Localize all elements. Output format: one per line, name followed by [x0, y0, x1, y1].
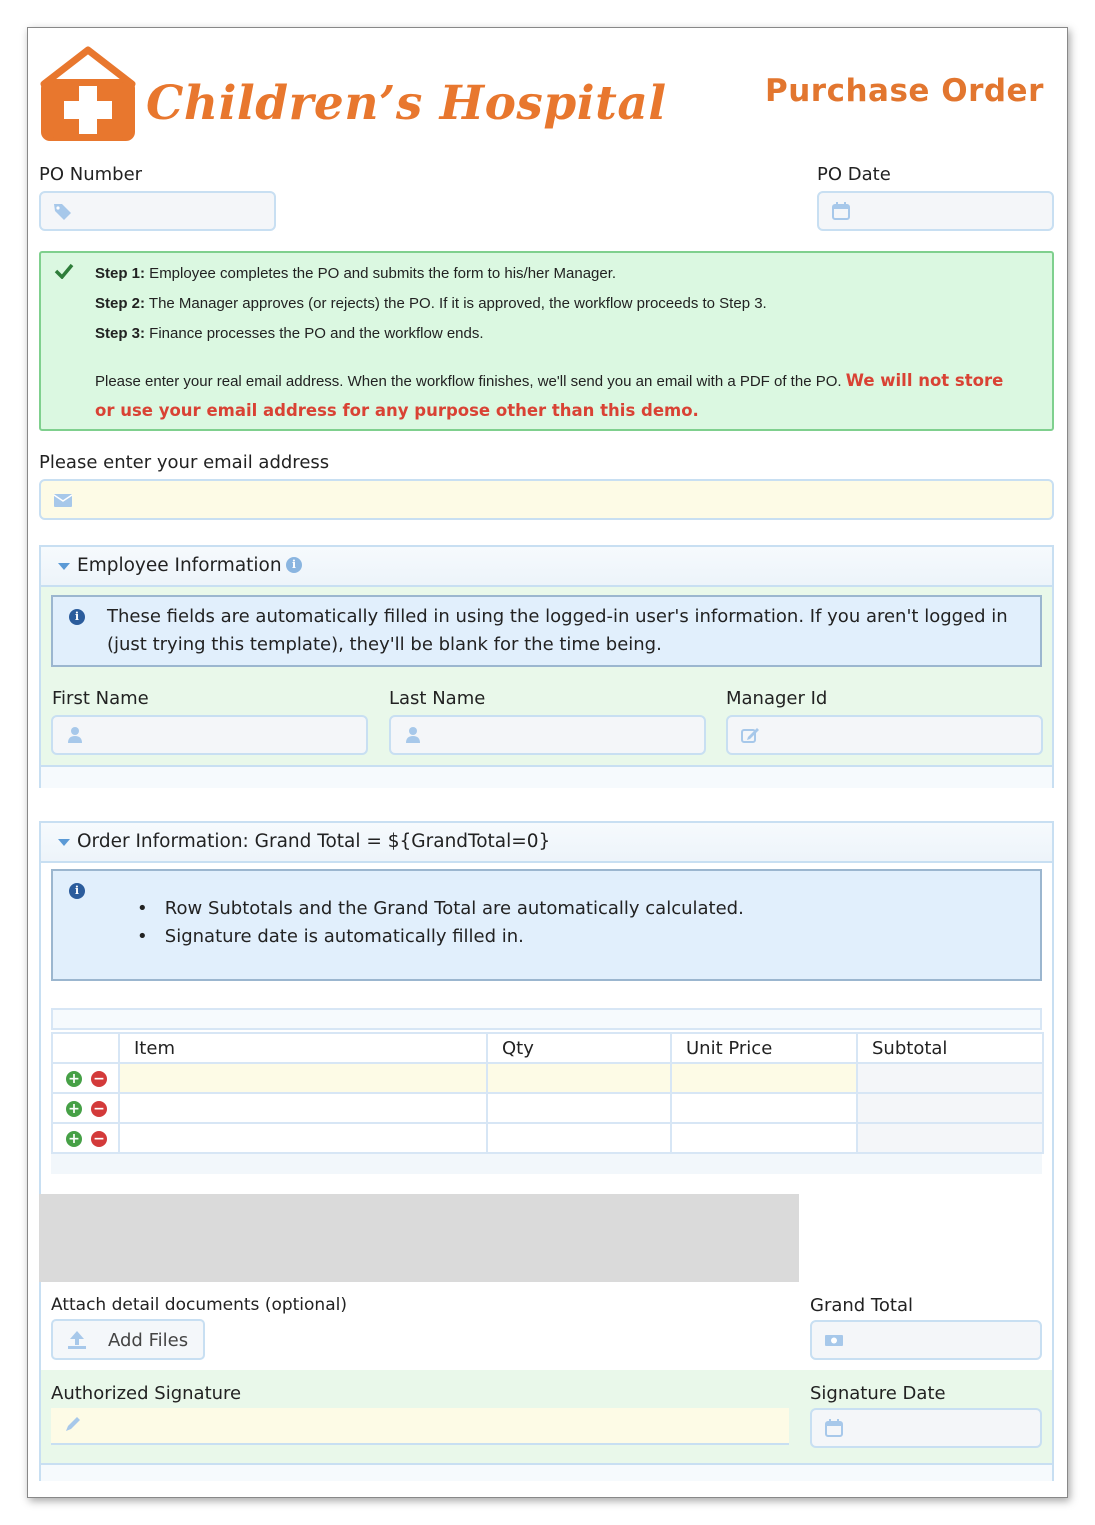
last-name-label: Last Name	[389, 688, 486, 709]
unit-price-cell[interactable]	[671, 1093, 857, 1123]
item-cell[interactable]	[119, 1063, 487, 1093]
caret-down-icon[interactable]	[58, 563, 70, 570]
hospital-name: Children’s Hospital	[146, 76, 667, 131]
order-info-bullet: • Row Subtotals and the Grand Total are automatically calculated.	[137, 898, 744, 919]
checkmark-icon	[54, 263, 74, 283]
edit-icon	[740, 726, 760, 744]
money-icon	[824, 1331, 844, 1349]
info-icon: i	[69, 883, 85, 899]
po-number-label: PO Number	[39, 164, 143, 185]
section-header[interactable]	[41, 823, 1052, 863]
table-header-row	[52, 1033, 1043, 1063]
attach-label: Attach detail documents (optional)	[51, 1295, 347, 1315]
column-header-subtotal: Subtotal	[857, 1033, 1043, 1063]
form-page	[27, 27, 1068, 1498]
privacy-warning: We will not store	[845, 371, 1004, 390]
add-row-icon[interactable]: +	[66, 1101, 82, 1117]
grand-total-label: Grand Total	[810, 1295, 913, 1316]
table-row	[52, 1093, 1043, 1123]
remove-row-icon[interactable]: −	[91, 1131, 107, 1147]
employee-information-section	[39, 545, 1054, 788]
column-header-item: Item	[119, 1033, 487, 1063]
remove-row-icon[interactable]: −	[91, 1101, 107, 1117]
add-files-label: Add Files	[108, 1330, 189, 1351]
subtotal-cell	[857, 1123, 1043, 1153]
manager-id-label: Manager Id	[726, 688, 828, 709]
info-icon[interactable]: i	[286, 557, 302, 573]
po-date-input[interactable]	[817, 191, 1054, 231]
manager-id-input[interactable]	[726, 715, 1043, 755]
first-name-input[interactable]	[51, 715, 368, 755]
po-number-input[interactable]	[39, 191, 276, 231]
unit-price-cell[interactable]	[671, 1063, 857, 1093]
pencil-icon	[63, 1416, 83, 1438]
page-title: Purchase Order	[765, 73, 1044, 109]
remove-row-icon[interactable]: −	[91, 1071, 107, 1087]
order-information-section	[39, 821, 1054, 1481]
section-title: Employee Information	[77, 555, 282, 576]
subtotal-cell	[857, 1063, 1043, 1093]
section-header[interactable]	[41, 547, 1052, 587]
column-header-qty: Qty	[487, 1033, 671, 1063]
grand-total-input	[810, 1320, 1042, 1360]
calendar-icon	[824, 1419, 844, 1437]
info-icon: i	[69, 609, 85, 625]
po-date-label: PO Date	[817, 164, 891, 185]
add-row-icon[interactable]: +	[66, 1131, 82, 1147]
last-name-input[interactable]	[389, 715, 706, 755]
subtotal-cell	[857, 1093, 1043, 1123]
order-info-box	[51, 869, 1042, 981]
column-header-unit-price: Unit Price	[671, 1033, 857, 1063]
user-icon	[403, 726, 423, 744]
authorized-signature-label: Authorized Signature	[51, 1383, 242, 1404]
employee-info-text: These fields are automatically filled in using the logged-in user's information. If you aren't logged in (just trying this template), they'll be blank for the time being.	[107, 606, 1008, 655]
qty-cell[interactable]	[487, 1093, 671, 1123]
workflow-notice: Step 1: Employee completes the PO and submits the form to his/her Manager. Step 2: The Manager approves (or rejects) the PO. If it is approved, the workflow proceeds to Step 3. Step 3: Finance processes the PO and the workflow ends. Please enter your real email address. When the workflow finishes, we'll send you an email with a PDF of the PO. We will not store or use your email address for any purpose other than this demo.	[39, 251, 1054, 431]
order-info-bullet: • Signature date is automatically filled in.	[137, 926, 524, 947]
authorized-signature-input[interactable]	[51, 1408, 789, 1445]
qty-cell[interactable]	[487, 1123, 671, 1153]
order-items-table	[51, 1032, 1044, 1154]
hospital-logo-icon	[38, 44, 138, 142]
first-name-label: First Name	[52, 688, 149, 709]
section-title: Order Information: Grand Total = ${GrandTotal=0}	[77, 831, 551, 852]
add-row-icon[interactable]: +	[66, 1071, 82, 1087]
email-label: Please enter your email address	[39, 452, 330, 473]
unit-price-cell[interactable]	[671, 1123, 857, 1153]
envelope-icon	[53, 491, 73, 509]
email-input[interactable]	[39, 479, 1054, 520]
tag-icon	[53, 202, 73, 220]
user-icon	[65, 726, 85, 744]
signature-date-input	[810, 1408, 1042, 1448]
calendar-icon	[831, 202, 851, 220]
add-files-button[interactable]	[51, 1319, 205, 1360]
table-row	[52, 1123, 1043, 1153]
qty-cell[interactable]	[487, 1063, 671, 1093]
employee-info-box	[51, 595, 1042, 667]
caret-down-icon[interactable]	[58, 839, 70, 846]
table-row	[52, 1063, 1043, 1093]
upload-icon	[67, 1330, 87, 1354]
signature-pad[interactable]	[39, 1194, 799, 1282]
item-cell[interactable]	[119, 1093, 487, 1123]
signature-date-label: Signature Date	[810, 1383, 946, 1404]
item-cell[interactable]	[119, 1123, 487, 1153]
privacy-warning-cont: or use your email address for any purpose other than this demo.	[95, 401, 699, 420]
